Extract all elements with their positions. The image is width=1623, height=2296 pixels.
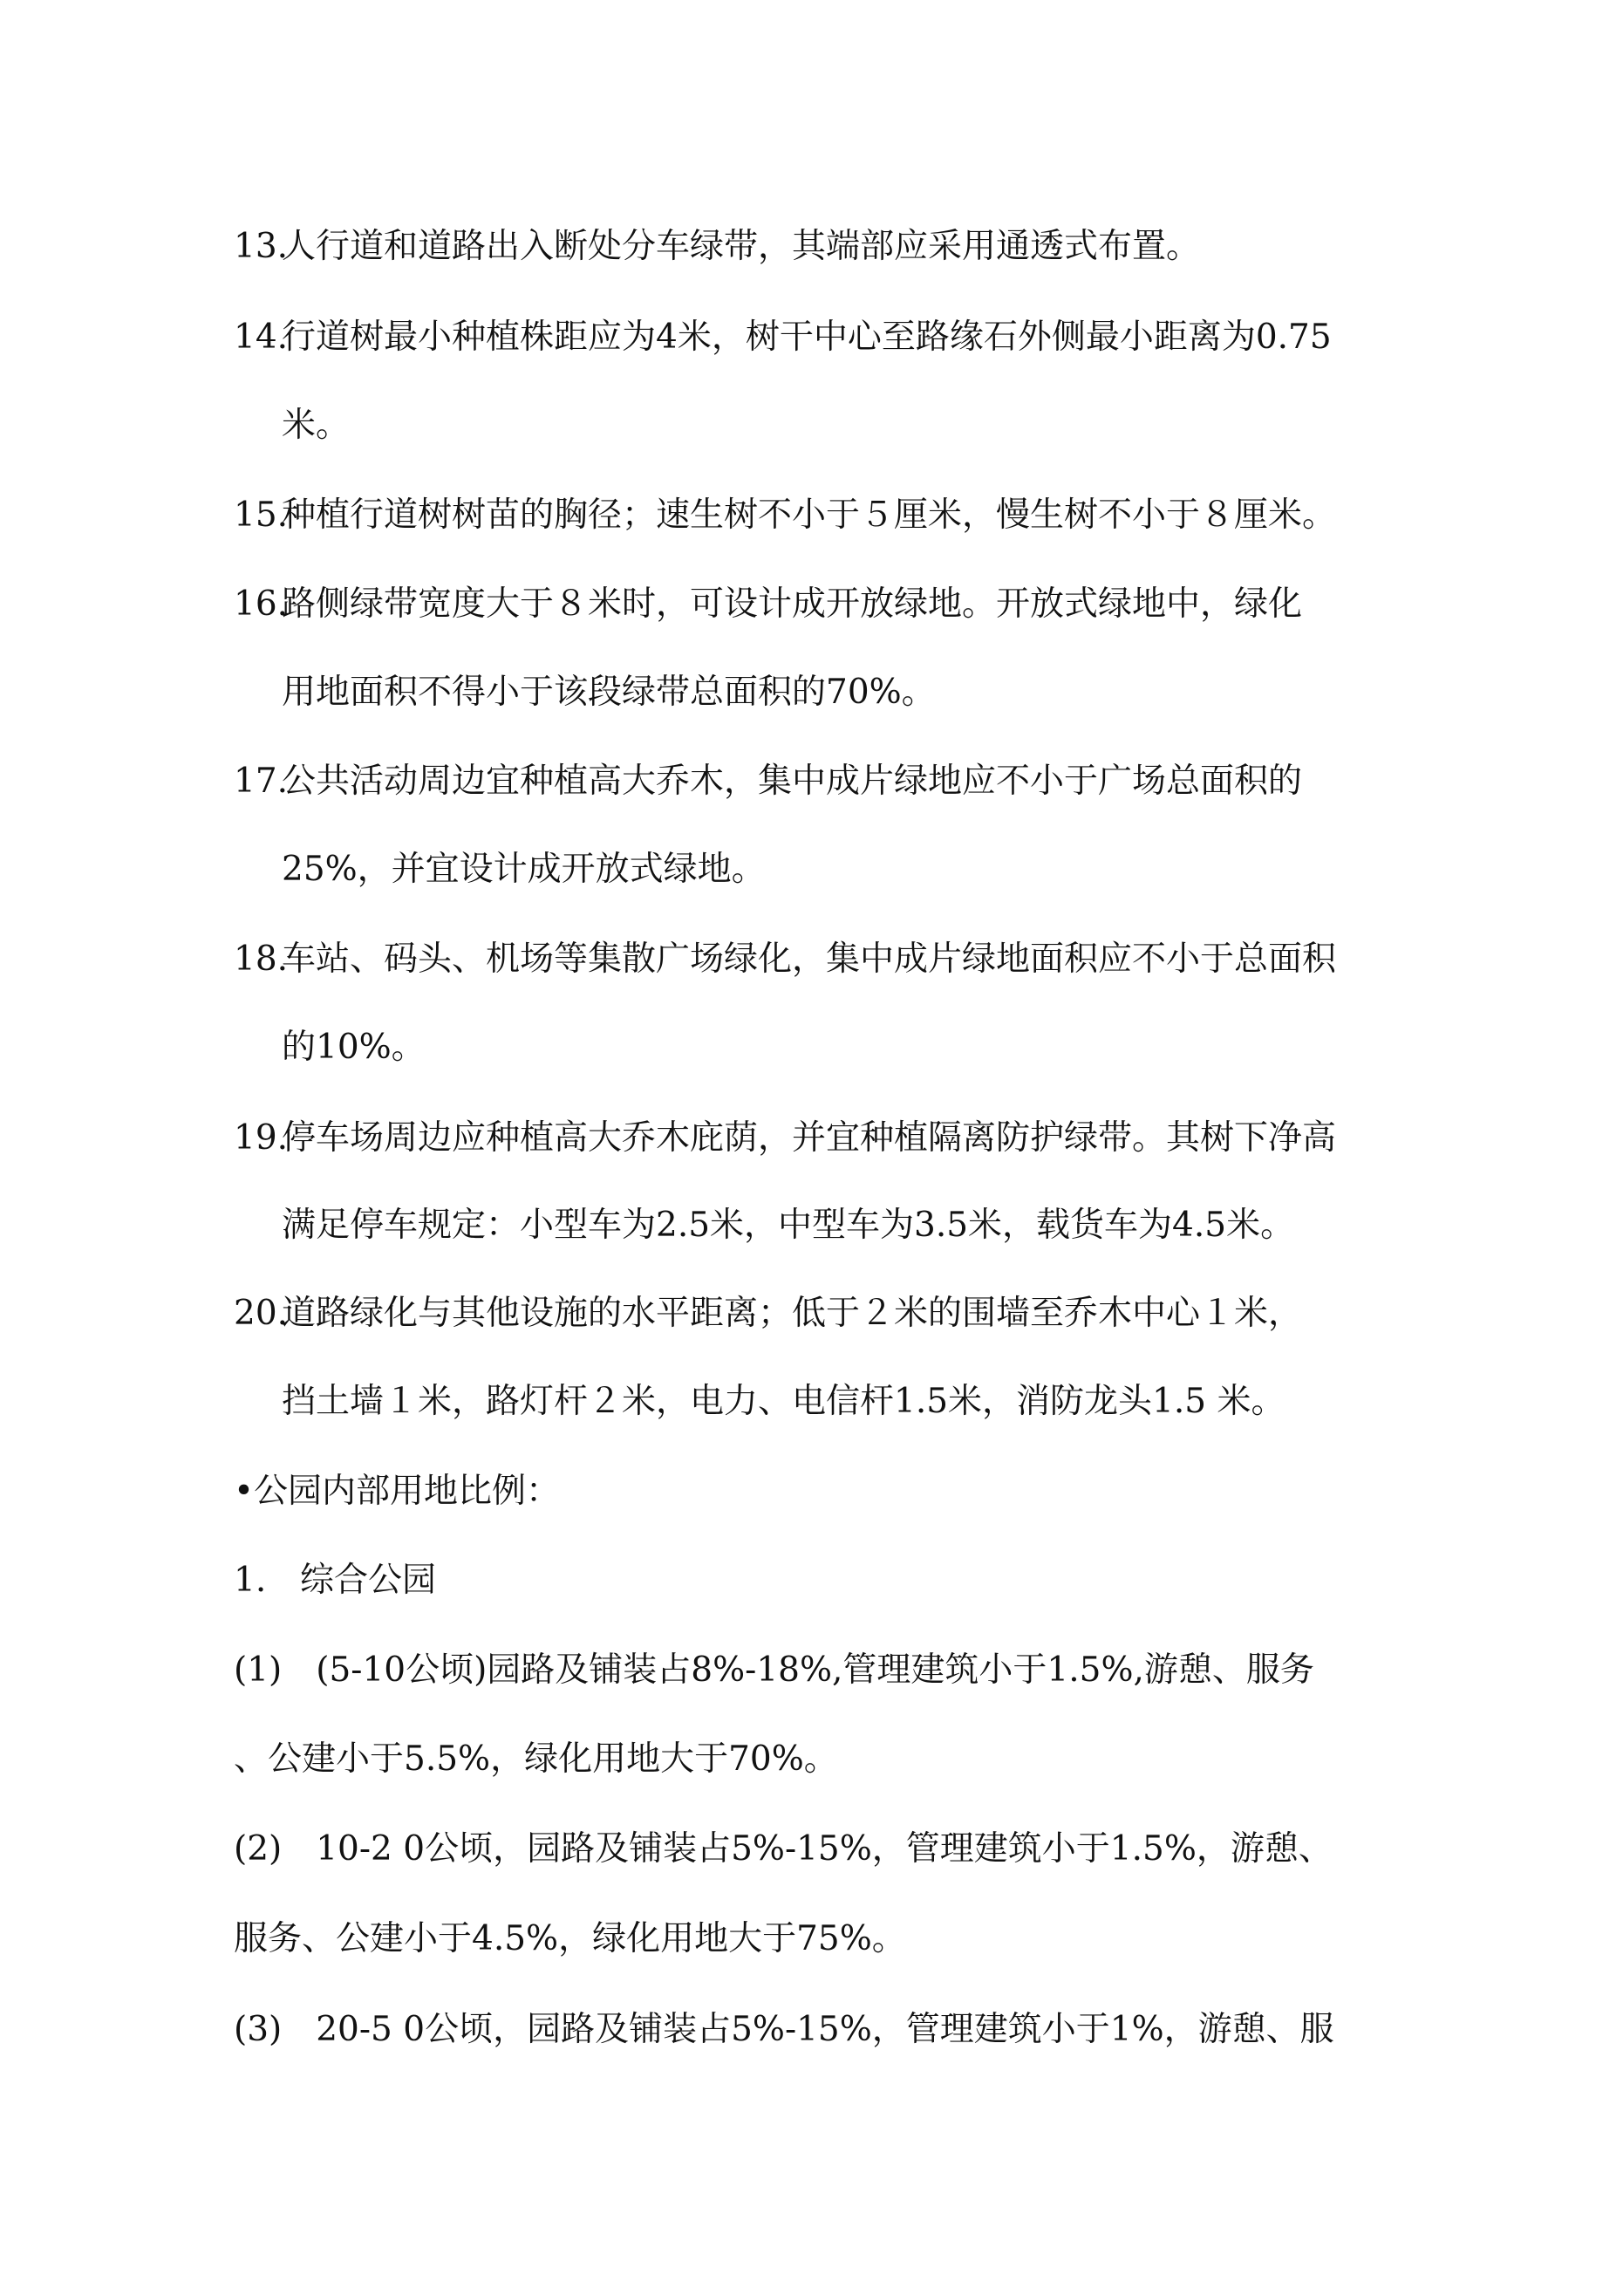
item-text: 人行道和道路出入断处分车绿带，其端部应采用通透式布置。 — [282, 227, 1201, 266]
item-number: 15. — [234, 495, 289, 535]
item-text-continued: 米。 — [282, 406, 351, 445]
section-heading-text: •公园内部用地比例： — [234, 1472, 561, 1511]
item-text-continued: 挡土墙１米，路灯杆２米，电力、电信杆1.5米，消防龙头1.5 米。 — [282, 1382, 1285, 1421]
item-text: 停车场周边应种植高大乔木庇荫，并宜种植隔离防护绿带。其树下净高 — [282, 1118, 1337, 1158]
item-text: 公共活动周边宜种植高大乔木，集中成片绿地应不小于广场总面积的 — [282, 762, 1303, 801]
item-text: 道路绿化与其他设施的水平距离；低于２米的围墙至乔木中心１米， — [282, 1294, 1303, 1333]
item-text-continued: 25%，并宜设计成开放式绿地。 — [282, 850, 766, 889]
item-text-continued: 的10%。 — [282, 1028, 426, 1067]
paragraph-text: 、公建小于5.5%，绿化用地大于70%。 — [234, 1739, 838, 1779]
item-number: 17. — [234, 762, 289, 801]
item-text-continued: 用地面积不得小于该段绿带总面积的70%。 — [282, 673, 936, 712]
item-text: 车站、码头、机场等集散广场绿化，集中成片绿地面积应不小于总面积 — [282, 940, 1337, 979]
item-number: 19. — [234, 1118, 289, 1158]
item-number: 18. — [234, 940, 289, 979]
paragraph-text: (1) (5-10公顷)园路及铺装占8%-18%,管理建筑小于1.5%,游憩、服务 — [234, 1650, 1314, 1690]
item-text: 种植行道树树苗的胸径；速生树不小于５厘米，慢生树不小于８厘米。 — [282, 495, 1337, 535]
paragraph-text: 服务、公建小于4.5%，绿化用地大于75%。 — [234, 1919, 906, 1958]
item-number: 20. — [234, 1294, 289, 1333]
subsection-number: 1. — [234, 1561, 267, 1600]
item-text-continued: 满足停车规定：小型车为2.5米，中型车为3.5米，载货车为4.5米。 — [282, 1206, 1295, 1245]
item-number: 13. — [234, 227, 289, 266]
item-number: 14. — [234, 318, 289, 357]
item-text: 路侧绿带宽度大于８米时，可设计成开放绿地。开放式绿地中，绿化 — [282, 584, 1303, 624]
subsection-title: 综合公园 — [300, 1561, 437, 1600]
item-text: 行道树最小种植株距应为4米，树干中心至路缘石外侧最小距离为0.75 — [282, 318, 1332, 357]
item-number: 16. — [234, 584, 289, 624]
paragraph-text: (3) 20-5 0公顷，园路及铺装占5%-15%，管理建筑小于1%，游憩、服 — [234, 2010, 1334, 2049]
paragraph-text: (2) 10-2 0公顷，园路及铺装占5%-15%，管理建筑小于1.5%，游憩、 — [234, 1829, 1333, 1869]
